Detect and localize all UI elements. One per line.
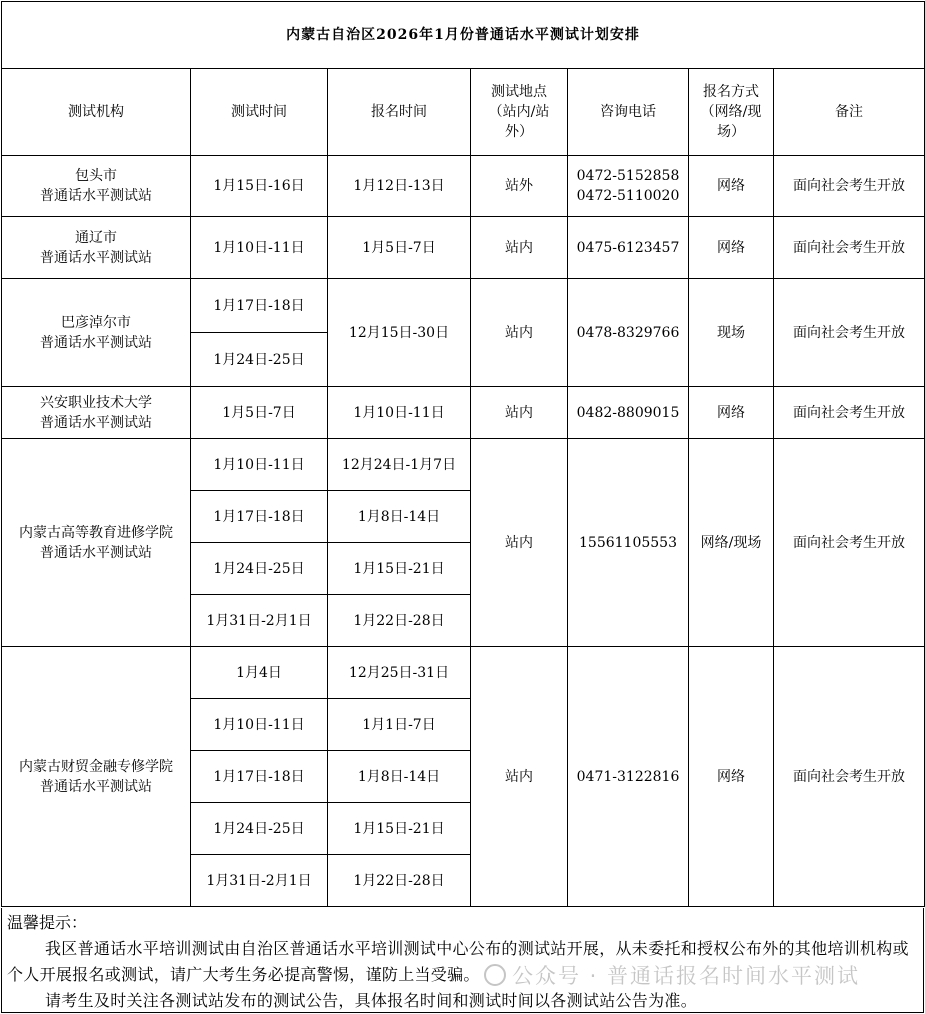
table-row (2, 217, 925, 279)
notes-line-2: 请考生及时关注各测试站发布的测试公告，具体报名时间和测试时间以各测试站公告为准。 (45, 991, 698, 1010)
header-remark: 备注 (774, 69, 925, 156)
test-time-cell: 1月5日-7日 (191, 387, 328, 439)
org-cell: 包头市 普通话水平测试站 (2, 156, 191, 217)
org-cell: 内蒙古高等教育进修学院 普通话水平测试站 (2, 439, 191, 647)
table-row (2, 387, 925, 439)
remark-cell: 面向社会考生开放 (774, 439, 925, 647)
reg-method-cell: 网络 (689, 156, 774, 217)
header-location: 测试地点 （站内/站 外） (471, 69, 568, 156)
remark-cell: 面向社会考生开放 (774, 156, 925, 217)
reg-time-cell: 1月22日-28日 (328, 595, 471, 647)
test-time-cell: 1月10日-11日 (191, 699, 328, 751)
reg-time-cell: 1月15日-21日 (328, 543, 471, 595)
test-time-cell: 1月17日-18日 (191, 751, 328, 803)
reg-time-cell: 1月15日-21日 (328, 803, 471, 855)
phone-cell: 15561105553 (568, 439, 689, 647)
header-test-time: 测试时间 (191, 69, 328, 156)
reg-time-cell: 1月8日-14日 (328, 751, 471, 803)
location-cell: 站外 (471, 156, 568, 217)
reg-time-cell: 1月1日-7日 (328, 699, 471, 751)
test-time-cell: 1月4日 (191, 647, 328, 699)
table-row (2, 647, 925, 699)
reg-method-cell: 网络 (689, 647, 774, 907)
remark-cell: 面向社会考生开放 (774, 647, 925, 907)
test-time-cell: 1月24日-25日 (191, 803, 328, 855)
page-title: 内蒙古自治区2026年1月份普通话水平测试计划安排 (2, 2, 925, 69)
org-cell: 兴安职业技术大学 普通话水平测试站 (2, 387, 191, 439)
reg-time-cell: 1月22日-28日 (328, 855, 471, 907)
notes-label: 温馨提示： (7, 913, 88, 932)
reg-method-cell: 网络/现场 (689, 439, 774, 647)
reg-time-cell: 12月24日-1月7日 (328, 439, 471, 491)
location-cell: 站内 (471, 647, 568, 907)
wechat-icon (484, 964, 506, 986)
reg-time-cell: 1月8日-14日 (328, 491, 471, 543)
reg-time-cell: 12月15日-30日 (328, 279, 471, 387)
header-row (2, 69, 925, 156)
org-cell: 通辽市 普通话水平测试站 (2, 217, 191, 279)
test-time-cell: 1月24日-25日 (191, 333, 328, 387)
location-cell: 站内 (471, 279, 568, 387)
org-cell: 内蒙古财贸金融专修学院 普通话水平测试站 (2, 647, 191, 907)
reg-time-cell: 1月10日-11日 (328, 387, 471, 439)
table-row (2, 279, 925, 333)
reg-method-cell: 现场 (689, 279, 774, 387)
phone-cell: 0471-3122816 (568, 647, 689, 907)
schedule-table (1, 1, 925, 907)
test-time-cell: 1月24日-25日 (191, 543, 328, 595)
test-time-cell: 1月31日-2月1日 (191, 855, 328, 907)
phone-cell: 0472-5152858 0472-5110020 (568, 156, 689, 217)
notes-line-1: 我区普通话水平培训测试由自治区普通话水平培训测试中心公布的测试站开展，从未委托和授权公布外的其他培训机构或个人开展报名或测试，请广大考生务必提高警惕，谨防上当受骗。 (7, 939, 909, 984)
test-time-cell: 1月17日-18日 (191, 491, 328, 543)
table-row (2, 156, 925, 217)
remark-cell: 面向社会考生开放 (774, 387, 925, 439)
reg-method-cell: 网络 (689, 217, 774, 279)
test-time-cell: 1月10日-11日 (191, 439, 328, 491)
reg-time-cell: 1月12日-13日 (328, 156, 471, 217)
header-reg-method: 报名方式 （网络/现 场） (689, 69, 774, 156)
reg-time-cell: 1月5日-7日 (328, 217, 471, 279)
reg-method-cell: 网络 (689, 387, 774, 439)
phone-cell: 0478-8329766 (568, 279, 689, 387)
table-row (2, 439, 925, 491)
test-time-cell: 1月17日-18日 (191, 279, 328, 333)
location-cell: 站内 (471, 387, 568, 439)
location-cell: 站内 (471, 439, 568, 647)
watermark: 公众号 · 普通话报名时间水平测试 (484, 960, 860, 990)
reg-time-cell: 12月25日-31日 (328, 647, 471, 699)
phone-cell: 0475-6123457 (568, 217, 689, 279)
phone-cell: 0482-8809015 (568, 387, 689, 439)
header-reg-time: 报名时间 (328, 69, 471, 156)
location-cell: 站内 (471, 217, 568, 279)
remark-cell: 面向社会考生开放 (774, 279, 925, 387)
header-org: 测试机构 (2, 69, 191, 156)
org-cell: 巴彦淖尔市 普通话水平测试站 (2, 279, 191, 387)
test-time-cell: 1月10日-11日 (191, 217, 328, 279)
test-time-cell: 1月15日-16日 (191, 156, 328, 217)
remark-cell: 面向社会考生开放 (774, 217, 925, 279)
test-time-cell: 1月31日-2月1日 (191, 595, 328, 647)
header-phone: 咨询电话 (568, 69, 689, 156)
